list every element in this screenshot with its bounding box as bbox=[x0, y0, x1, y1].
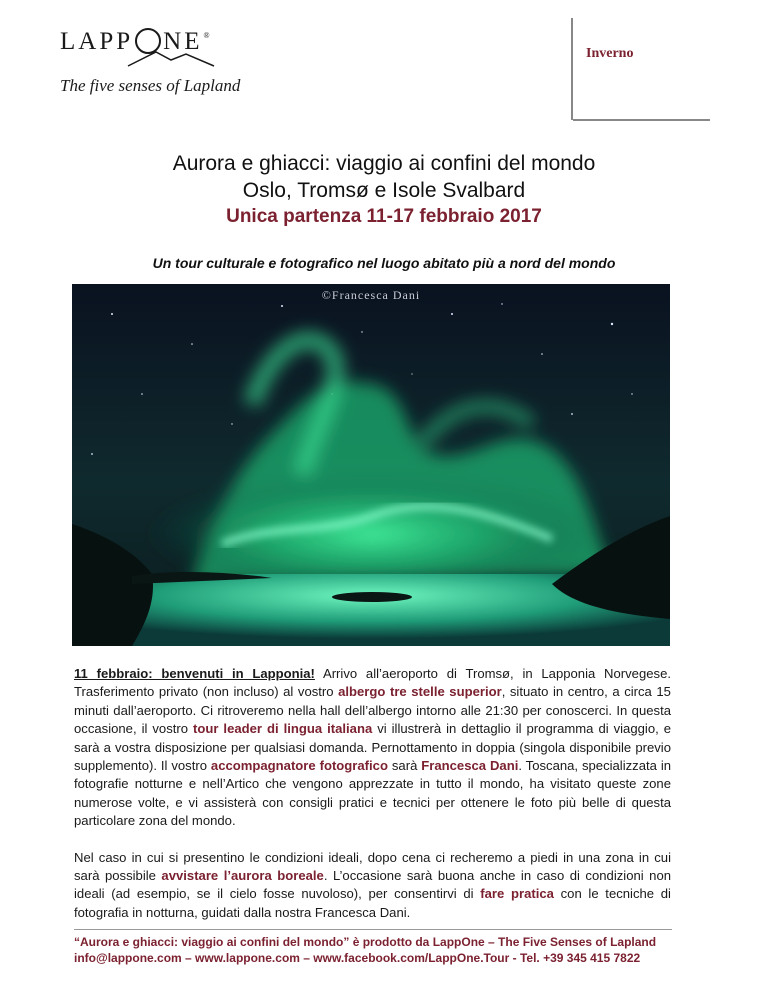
lappone-logo bbox=[60, 22, 280, 96]
departure-date: Unica partenza 11-17 febbraio 2017 bbox=[226, 206, 542, 227]
logo-word-left: LAPP bbox=[60, 28, 134, 55]
page-title-destinations: Oslo, Tromsø e Isole Svalbard bbox=[242, 179, 526, 202]
footer-credit: “Aurora e ghiacci: viaggio ai confini del mondo” è prodotto da LappOne – The Five Senses of Lapland bbox=[74, 935, 657, 949]
subtitle: Un tour culturale e fotografico nel luogo abitato più a nord del mondo bbox=[152, 255, 616, 271]
header-divider-horizontal bbox=[573, 119, 710, 121]
footer bbox=[74, 934, 672, 966]
text-run: sarà bbox=[387, 758, 422, 774]
photo-credit: ©Francesca Dani bbox=[321, 288, 421, 302]
page-title: Aurora e ghiacci: viaggio ai confini del mondo bbox=[172, 152, 596, 175]
text-run: con le tecniche di fotografia in notturna, guidati dalla nostra Francesca Dani. bbox=[74, 886, 671, 920]
logo-tagline: The five senses of Lapland bbox=[60, 76, 241, 95]
header-divider-vertical bbox=[571, 18, 573, 120]
logo-registered-mark: ® bbox=[203, 31, 213, 40]
text-run: vi illustrerà in dettaglio il programma di viaggio, e sarà a vostra disposizione per qualsiasi domanda. Pernottamento in doppia (singola disponibile previo supplemento). Il vostro bbox=[74, 721, 671, 774]
season-label: Inverno bbox=[586, 46, 634, 61]
highlight-aurora: avvistare l’aurora boreale bbox=[161, 868, 324, 884]
text-run: , situato in centro, a circa 15 minuti dall’aeroporto. Ci ritroveremo nella hall dell’albergo intorno alle 21:30 per conoscerci. In questa occasione, il vostro bbox=[74, 684, 671, 737]
footer-divider bbox=[74, 929, 672, 930]
day-heading: 11 febbraio: benvenuti in Lapponia! bbox=[74, 666, 315, 681]
highlight-practice: fare pratica bbox=[480, 886, 554, 902]
text-run: Nel caso in cui si presentino le condizioni ideali, dopo cena ci recheremo a piedi in una zona in cui sarà possibile bbox=[74, 849, 671, 884]
text-run: . L’occasione sarà buona anche in caso di condizioni non ideali (ad esempio, se il cielo fosse nuvoloso), per consentirvi di bbox=[74, 868, 672, 902]
title-block bbox=[0, 150, 768, 230]
text-run: Arrivo all’aeroporto di Tromsø, in Lapponia Norvegese. Trasferimento privato (non incluso) al vostro bbox=[74, 666, 671, 700]
logo-wordmark bbox=[60, 22, 280, 62]
aurora-image bbox=[72, 284, 670, 646]
day1-paragraph bbox=[74, 665, 671, 831]
highlight-tour-leader: tour leader di lingua italiana bbox=[193, 721, 373, 737]
highlight-hotel: albergo tre stelle superior bbox=[338, 684, 502, 700]
logo-word-right: NE bbox=[163, 28, 203, 55]
text-run: . Toscana, specializzata in fotografie notturne e nell’Artico che vengono apprezzate in tutto il mondo, ha visitato queste zone numerose volte, e vi assisterà con consigli pratici e tecnici per ottenere le foto più belle di questa particolare zona del mondo. bbox=[74, 758, 672, 829]
mountain-icon bbox=[126, 48, 216, 68]
footer-contacts: info@lappone.com – www.lappone.com – www.facebook.com/LappOne.Tour - Tel. +39 345 415 7822 bbox=[74, 951, 641, 965]
highlight-name: Francesca Dani bbox=[421, 758, 519, 774]
itinerary-body bbox=[74, 665, 671, 922]
aurora-photo bbox=[72, 284, 670, 646]
aurora-paragraph bbox=[74, 849, 671, 923]
highlight-photographer: accompagnatore fotografico bbox=[210, 758, 388, 774]
